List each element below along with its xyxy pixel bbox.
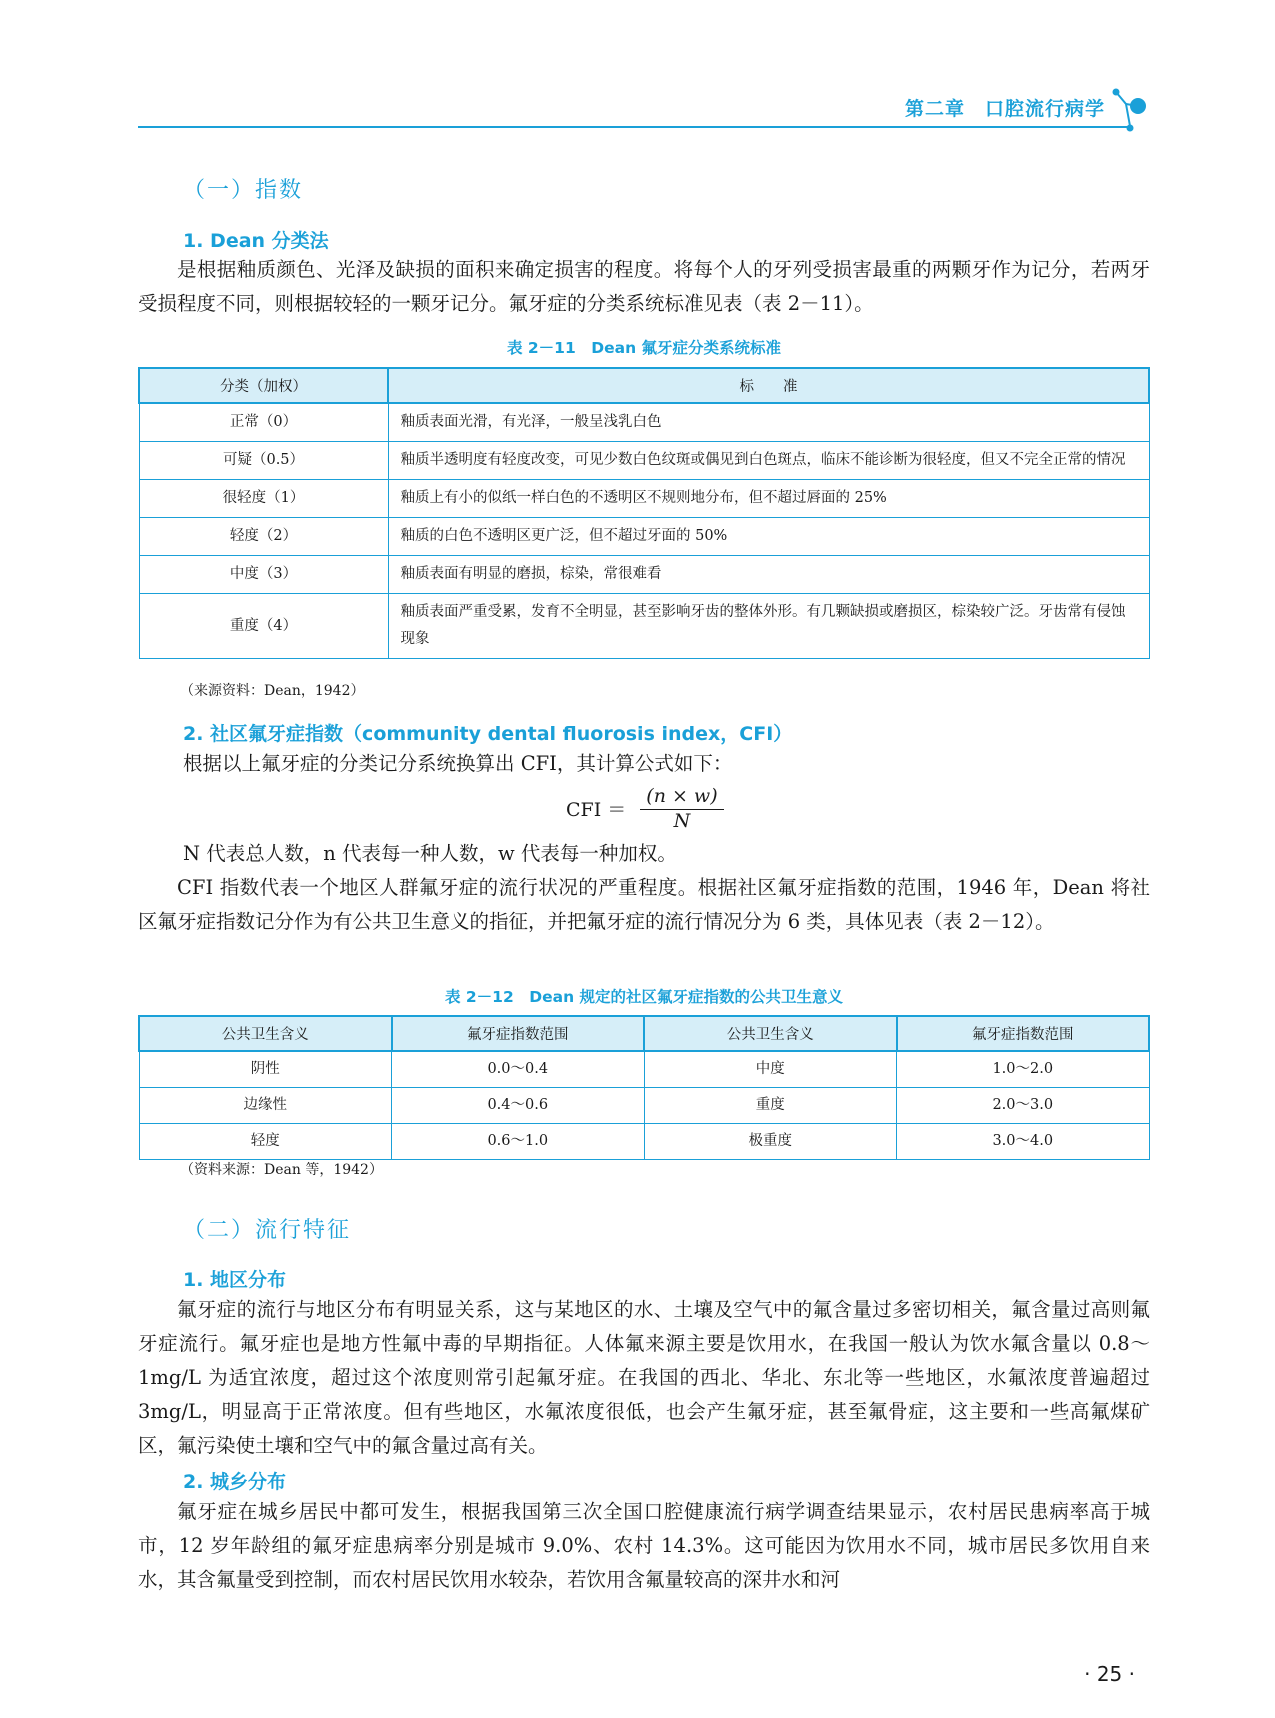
table1-source: （来源资料：Dean，1942） bbox=[180, 683, 365, 699]
subheading-cfi: 2. 社区氟牙症指数（community dental fluorosis index，CFI） bbox=[183, 723, 793, 745]
table-row bbox=[139, 403, 1149, 442]
table-row bbox=[139, 442, 1149, 480]
table2-caption: 表 2－12 Dean 规定的社区氟牙症指数的公共卫生意义 bbox=[444, 988, 844, 1006]
table-row bbox=[139, 1051, 1149, 1088]
table1-caption: 表 2－11 Dean 氟牙症分类系统标准 bbox=[506, 339, 782, 357]
table-cell: 0.0～0.4 bbox=[392, 1051, 645, 1088]
table-cell: 釉质半透明度有轻度改变，可见少数白色纹斑或偶见到白色斑点，临床不能诊断为很轻度，但又不完全正常的情况 bbox=[388, 442, 1149, 480]
table2-header: 公共卫生含义 bbox=[644, 1016, 897, 1051]
table-cell: 重度 bbox=[644, 1088, 897, 1124]
table-row bbox=[139, 1124, 1149, 1160]
cfi-intro: 根据以上氟牙症的分类记分系统换算出 CFI，其计算公式如下： bbox=[183, 752, 733, 775]
cfi-public-health-table bbox=[138, 1015, 1150, 1160]
section-heading-epidemiology: （二）流行特征 bbox=[183, 1218, 352, 1243]
molecule-icon bbox=[1108, 86, 1148, 136]
table-cell: 釉质上有小的似纸一样白色的不透明区不规则地分布，但不超过唇面的 25% bbox=[388, 480, 1149, 518]
table-row bbox=[139, 518, 1149, 556]
table-cell: 正常（0） bbox=[139, 403, 388, 442]
subheading-dean: 1. Dean 分类法 bbox=[183, 230, 329, 252]
table-cell: 很轻度（1） bbox=[139, 480, 388, 518]
table2-header: 氟牙症指数范围 bbox=[392, 1016, 645, 1051]
table-row bbox=[139, 594, 1149, 659]
formula-numerator: (n × w) bbox=[640, 785, 723, 810]
table-cell: 边缘性 bbox=[139, 1088, 392, 1124]
table2-header: 氟牙症指数范围 bbox=[897, 1016, 1150, 1051]
formula-lhs: CFI ＝ bbox=[566, 799, 627, 821]
table2-source: （资料来源：Dean 等，1942） bbox=[180, 1162, 383, 1178]
formula-legend: N 代表总人数，n 代表每一种人数，w 代表每一种加权。 bbox=[183, 842, 677, 865]
table-cell: 重度（4） bbox=[139, 594, 388, 659]
page-number: · 25 · bbox=[1084, 1662, 1135, 1686]
header-rule bbox=[138, 126, 1130, 128]
table-cell: 0.6～1.0 bbox=[392, 1124, 645, 1160]
table-cell: 釉质的白色不透明区更广泛，但不超过牙面的 50% bbox=[388, 518, 1149, 556]
table-cell: 1.0～2.0 bbox=[897, 1051, 1150, 1088]
table-cell: 0.4～0.6 bbox=[392, 1088, 645, 1124]
section-heading-index: （一）指数 bbox=[183, 178, 304, 203]
table-cell: 极重度 bbox=[644, 1124, 897, 1160]
table-cell: 釉质表面光滑，有光泽，一般呈浅乳白色 bbox=[388, 403, 1149, 442]
table-cell: 釉质表面有明显的磨损，棕染，常很难看 bbox=[388, 556, 1149, 594]
table-row bbox=[139, 1088, 1149, 1124]
table-row bbox=[139, 556, 1149, 594]
table-cell: 轻度（2） bbox=[139, 518, 388, 556]
table-cell: 釉质表面严重受累，发育不全明显，甚至影响牙齿的整体外形。有几颗缺损或磨损区，棕染较广泛。牙齿常有侵蚀现象 bbox=[388, 594, 1149, 659]
table-cell: 轻度 bbox=[139, 1124, 392, 1160]
table-cell: 可疑（0.5） bbox=[139, 442, 388, 480]
formula-fraction bbox=[640, 785, 723, 832]
table-cell: 阴性 bbox=[139, 1051, 392, 1088]
table-cell: 中度（3） bbox=[139, 556, 388, 594]
subheading-region: 1. 地区分布 bbox=[183, 1269, 287, 1291]
table1-header: 标 准 bbox=[388, 368, 1149, 403]
table2-header: 公共卫生含义 bbox=[139, 1016, 392, 1051]
table-row bbox=[139, 480, 1149, 518]
formula-denominator: N bbox=[673, 810, 691, 832]
urban-rural-paragraph: 氟牙症在城乡居民中都可发生，根据我国第三次全国口腔健康流行病学调查结果显示，农村居民患病率高于城市，12 岁年龄组的氟牙症患病率分别是城市 9.0%、农村 14.3%。这可能因为饮用水不同，城市居民多饮用自来水，其含氟量受到控制，而农村居民饮用水较杂，若饮用含氟量较高的深井水和河 bbox=[138, 1500, 1150, 1591]
table1-header: 分类（加权） bbox=[139, 368, 388, 403]
dean-classification-table bbox=[138, 367, 1150, 659]
table-cell: 2.0～3.0 bbox=[897, 1088, 1150, 1124]
subheading-urban-rural: 2. 城乡分布 bbox=[183, 1471, 287, 1493]
dean-paragraph: 是根据釉质颜色、光泽及缺损的面积来确定损害的程度。将每个人的牙列受损害最重的两颗牙作为记分，若两牙受损程度不同，则根据较轻的一颗牙记分。氟牙症的分类系统标准见表（表 2－11）。 bbox=[138, 258, 1150, 315]
cfi-formula bbox=[566, 785, 724, 832]
chapter-title: 第二章 口腔流行病学 bbox=[904, 98, 1105, 120]
table-cell: 中度 bbox=[644, 1051, 897, 1088]
cfi-paragraph: CFI 指数代表一个地区人群氟牙症的流行状况的严重程度。根据社区氟牙症指数的范围，1946 年，Dean 将社区氟牙症指数记分作为有公共卫生意义的指征，并把氟牙症的流行情况分为 6 类，具体见表（表 2－12）。 bbox=[138, 876, 1150, 933]
region-paragraph: 氟牙症的流行与地区分布有明显关系，这与某地区的水、土壤及空气中的氟含量过多密切相关，氟含量过高则氟牙症流行。氟牙症也是地方性氟中毒的早期指征。人体氟来源主要是饮用水，在我国一般认为饮水氟含量以 0.8～1mg/L 为适宜浓度，超过这个浓度则常引起氟牙症。在我国的西北、华北、东北等一些地区，水氟浓度普遍超过 3mg/L，明显高于正常浓度。但有些地区，水氟浓度很低，也会产生氟牙症，甚至氟骨症，这主要和一些高氟煤矿区，氟污染使土壤和空气中的氟含量过高有关。 bbox=[138, 1298, 1150, 1457]
table-cell: 3.0～4.0 bbox=[897, 1124, 1150, 1160]
